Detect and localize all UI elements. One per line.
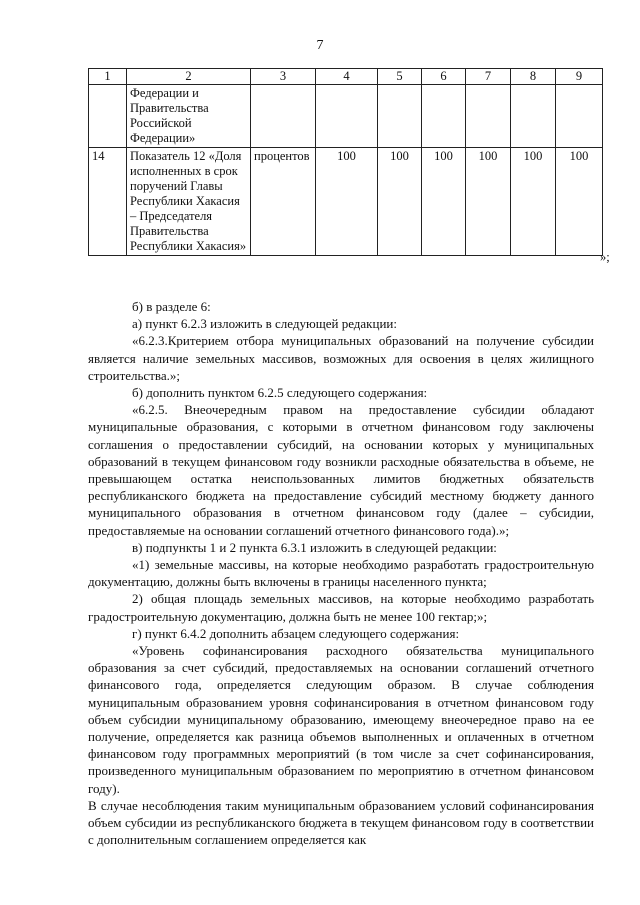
table-cell xyxy=(89,85,127,148)
header-cell: 9 xyxy=(556,69,603,85)
table-cell: 100 xyxy=(511,148,556,256)
table-cell: 100 xyxy=(422,148,466,256)
table-cell: 100 xyxy=(556,148,603,256)
table-cell: 14 xyxy=(89,148,127,256)
table-closing-mark: »; xyxy=(600,250,610,264)
table-cell: Показатель 12 «Доля исполненных в срок поручений Главы Республики Хакасия – Председателя Правительства Республики Хакасия» xyxy=(127,148,251,256)
paragraph: «6.2.5. Внеочередным правом на предоставление субсидии обладают муниципальные образования, с которыми в отчетном финансовом году заключены соглашения о предоставлении субсидий, на основании которых у муниципальных образований в текущем финансовом году возникли расходные обязательства в объеме, не превышающем остатка неиспользованных лимитов бюджетных обязательств республиканского бюджета на предоставление субсидий местному бюджету данного муниципального образования в отчетном финансовом году (далее – субсидии, предоставляемые на основании соглашений отчетного финансового года).»; xyxy=(88,402,594,538)
table-cell: процентов xyxy=(251,148,316,256)
indicator-table xyxy=(88,68,603,256)
table-cell xyxy=(378,85,422,148)
paragraph: в) подпункты 1 и 2 пункта 6.3.1 изложить в следующей редакции: xyxy=(132,539,497,555)
paragraph: В случае несоблюдения таким муниципальным образованием условий софинансирования объем субсидии из республиканского бюджета в текущем финансовом году в соответствии с дополнительным соглашением определяется как xyxy=(88,797,594,848)
header-cell: 4 xyxy=(316,69,378,85)
header-cell: 1 xyxy=(89,69,127,85)
table-cell: 100 xyxy=(466,148,511,256)
document-body xyxy=(88,298,594,849)
table-row xyxy=(89,85,603,148)
header-cell: 8 xyxy=(511,69,556,85)
header-cell: 5 xyxy=(378,69,422,85)
header-cell: 3 xyxy=(251,69,316,85)
header-cell: 2 xyxy=(127,69,251,85)
paragraph: г) пункт 6.4.2 дополнить абзацем следующего содержания: xyxy=(132,625,460,641)
table-cell xyxy=(316,85,378,148)
table-cell: 100 xyxy=(316,148,378,256)
paragraph: «6.2.3.Критерием отбора муниципальных образований на получение субсидии является наличие земельных массивов, возможных для освоения в целях жилищного строительства.»; xyxy=(88,333,594,383)
table-cell xyxy=(556,85,603,148)
table-cell xyxy=(511,85,556,148)
paragraph: б) в разделе 6: xyxy=(132,299,211,314)
table-cell: 100 xyxy=(378,148,422,256)
paragraph: а) пункт 6.2.3 изложить в следующей редакции: xyxy=(132,316,397,332)
paragraph: б) дополнить пунктом 6.2.5 следующего содержания: xyxy=(132,385,428,401)
page-number: 7 xyxy=(316,38,324,53)
header-cell: 6 xyxy=(422,69,466,85)
table-cell xyxy=(251,85,316,148)
table-cell xyxy=(466,85,511,148)
table-cell: Федерации и Правительства Российской Федерации» xyxy=(127,85,251,148)
header-cell: 7 xyxy=(466,69,511,85)
paragraph: «1) земельные массивы, на которые необходимо разработать градостроительную документацию, должны быть включены в границы населенного пункта; xyxy=(88,557,594,590)
paragraph: «Уровень софинансирования расходного обязательства муниципального образования за счет субсидий, предоставляемых на основании соглашений отчетного финансового года, определяется следующим образом. В случае соблюдения муниципальным образованием уровня софинансирования в отчетном финансовом году объем субсидии муниципальному образованию, имеющему внеочередное право на ее получение, определяется как разница объемов выполненных и оплаченных в отчетном финансовом году программных мероприятий (в том числе за счет софинансирования, произведенного муниципальным образованием по мероприятию в отчетном финансовом году). xyxy=(88,643,594,796)
table-cell xyxy=(422,85,466,148)
table-row xyxy=(89,148,603,256)
paragraph: 2) общая площадь земельных массивов, на которые необходимо разработать градостроительную документацию, должна быть не менее 100 гектар;»; xyxy=(88,591,594,624)
table-header-row xyxy=(89,69,603,85)
